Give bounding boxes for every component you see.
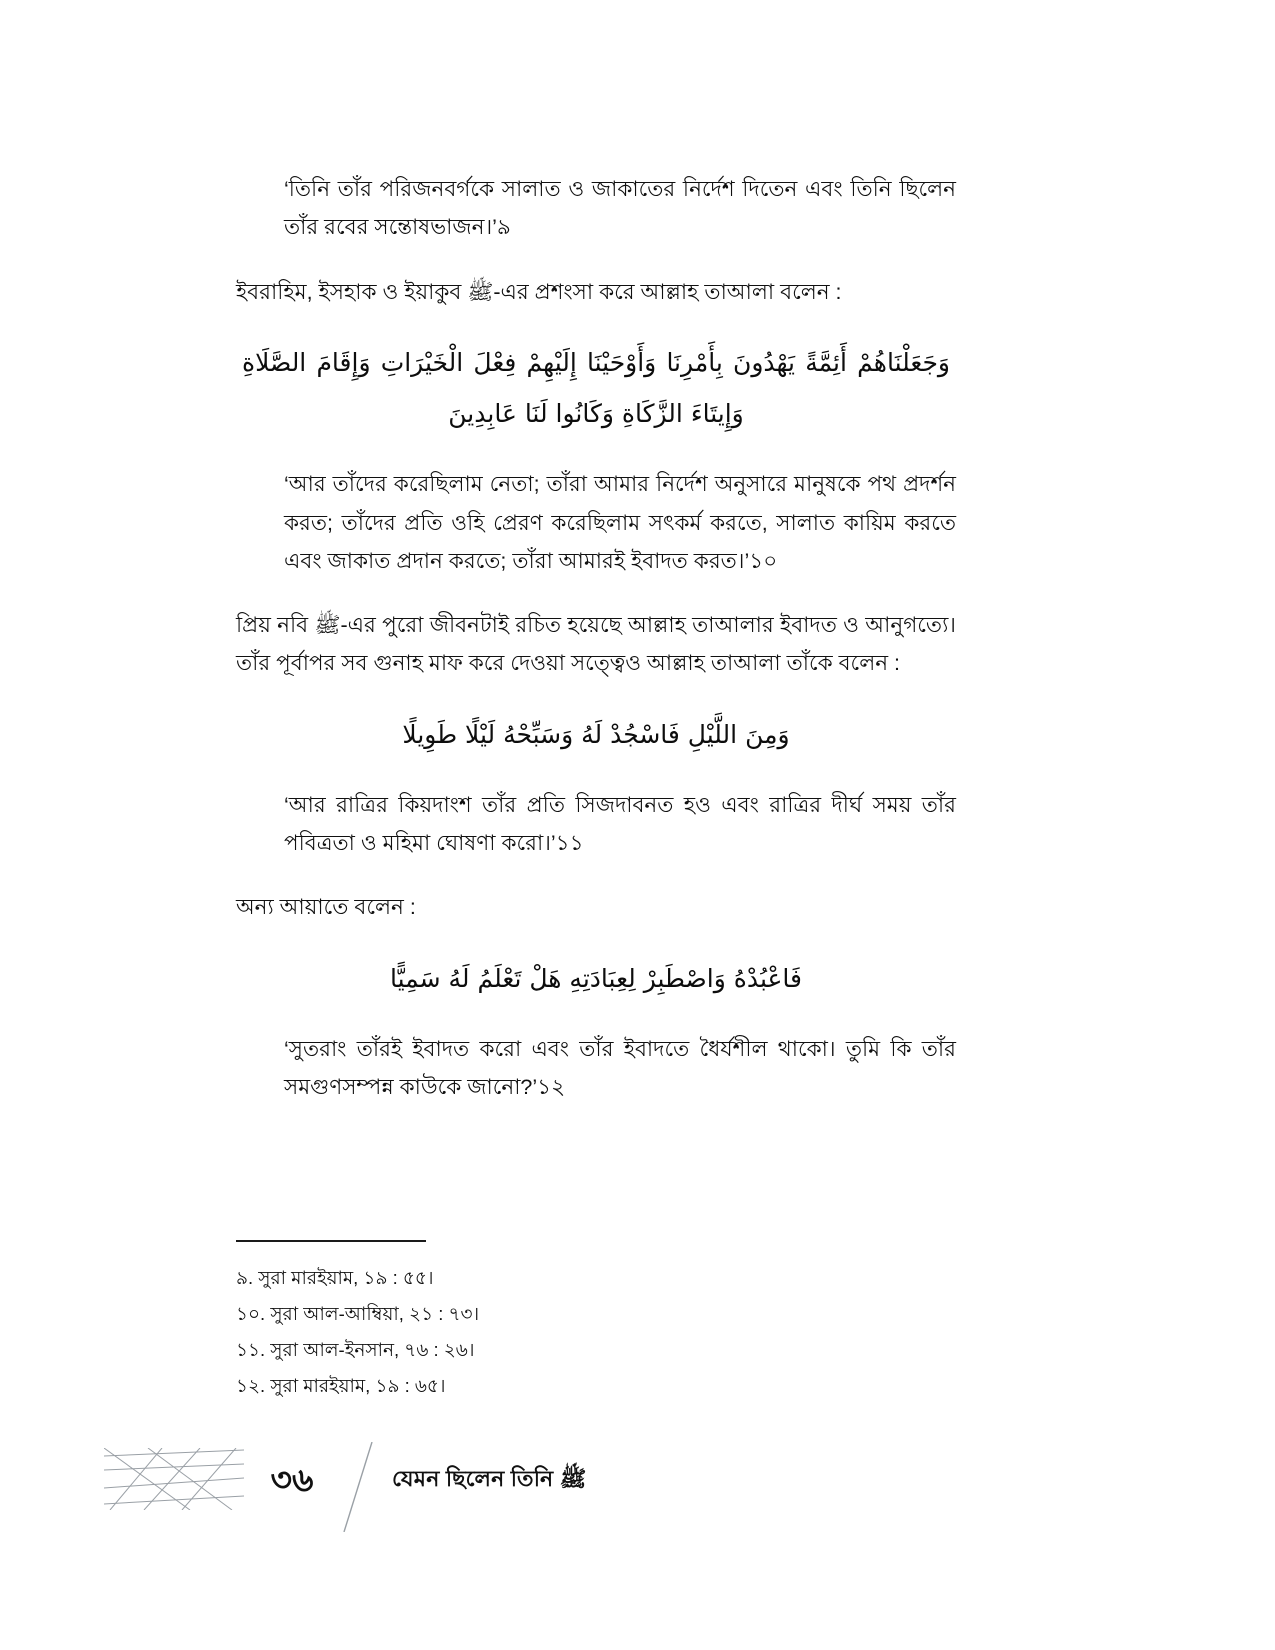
paragraph-quote-1: ‘তিনি তাঁর পরিজনবর্গকে সালাত ও জাকাতের নির্দেশ দিতেন এবং তিনি ছিলেন তাঁর রবের সন্তোষভাজন।’৯ <box>284 177 956 240</box>
decorative-lines-graphic <box>104 1448 244 1510</box>
footnote-section <box>236 1240 956 1404</box>
footnote-item: ১২. সুরা মারইয়াম, ১৯ : ৬৫। <box>236 1375 446 1397</box>
page-footer <box>0 1448 1275 1538</box>
footnote-divider <box>236 1240 426 1242</box>
footnote-item: ১১. সুরা আল-ইনসান, ৭৬ : ২৬। <box>236 1339 475 1361</box>
page-body <box>236 170 956 1132</box>
footer-divider-slash <box>340 1442 380 1532</box>
paragraph-text-1: ইবরাহিম, ইসহাক ও ইয়াকুব ﷺ-এর প্রশংসা করে আল্লাহ তাআলা বলেন : <box>236 279 842 304</box>
footnote-item: ৯. সুরা মারইয়াম, ১৯ : ৫৫। <box>236 1267 434 1288</box>
arabic-verse-1: وَجَعَلْنَاهُمْ أَئِمَّةً يَهْدُونَ بِأَمْرِنَا وَأَوْحَيْنَا إِلَيْهِمْ فِعْلَ الْخَيْرَاتِ وَإِقَامَ الصَّلَاةِ وَإِيتَاءَ الزَّكَاةِ وَكَانُوا لَنَا عَابِدِينَ <box>242 347 950 429</box>
arabic-verse-2: وَمِنَ اللَّيْلِ فَاسْجُدْ لَهُ وَسَبِّحْهُ لَيْلًا طَوِيلًا <box>402 719 790 749</box>
footer-book-title: যেমন ছিলেন তিনি ﷺ <box>392 1466 587 1491</box>
paragraph-quote-3: ‘আর রাত্রির কিয়দাংশ তাঁর প্রতি সিজদাবনত হও এবং রাত্রির দীর্ঘ সময় তাঁর পবিত্রতা ও মহিমা ঘোষণা করো।’১১ <box>284 792 956 856</box>
paragraph-quote-2: ‘আর তাঁদের করেছিলাম নেতা; তাঁরা আমার নির্দেশ অনুসারে মানুষকে পথ প্রদর্শন করত; তাঁদের প্রতি ওহি প্রেরণ করেছিলাম সৎকর্ম করতে, সালাত কায়িম করতে এবং জাকাত প্রদান করতে; তাঁরা আমারই ইবাদত করত।’১০ <box>284 472 956 573</box>
footnote-item: ১০. সুরা আল-আম্বিয়া, ২১ : ৭৩। <box>236 1303 480 1325</box>
paragraph-quote-4: ‘সুতরাং তাঁরই ইবাদত করো এবং তাঁর ইবাদতে ধৈর্যশীল থাকো। তুমি কি তাঁর সমগুণসম্পন্ন কাউকে জানো?’১২ <box>284 1036 956 1100</box>
paragraph-text-2: প্রিয় নবি ﷺ-এর পুরো জীবনটাই রচিত হয়েছে আল্লাহ তাআলার ইবাদত ও আনুগত্যে। তাঁর পূর্বাপর সব গুনাহ মাফ করে দেওয়া সত্ত্বেও আল্লাহ তাআলা তাঁকে বলেন : <box>236 613 956 676</box>
page-number: ৩৬ <box>270 1461 314 1498</box>
paragraph-text-3: অন্য আয়াতে বলেন : <box>236 895 416 920</box>
arabic-verse-3: فَاعْبُدْهُ وَاصْطَبِرْ لِعِبَادَتِهِ هَلْ تَعْلَمُ لَهُ سَمِيًّا <box>390 963 802 993</box>
